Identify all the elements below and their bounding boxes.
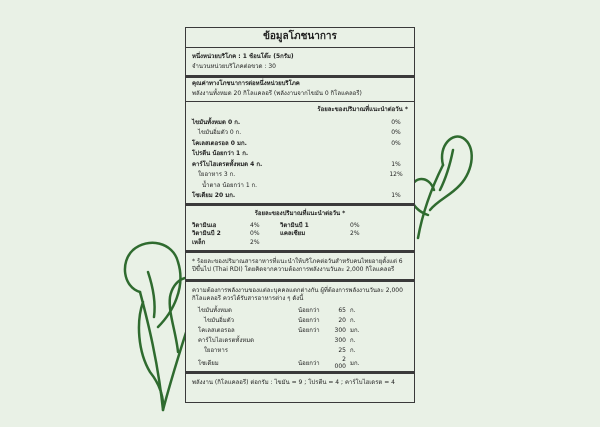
dv-unit: ก. — [350, 307, 356, 315]
vitamin-grid — [192, 220, 408, 248]
dv-amount: 25 — [338, 347, 346, 355]
nutrient-dv: 1% — [391, 160, 401, 168]
nutrient-row — [192, 127, 408, 138]
daily-value-row — [192, 306, 408, 316]
dv-amount: 300 — [334, 337, 346, 345]
dv-name: ไขมันอิ่มตัว — [204, 317, 234, 325]
nutrient-dv: 0% — [391, 118, 401, 126]
nutrient-row — [192, 180, 408, 191]
dv-unit: ก. — [350, 317, 356, 325]
dv-amount: 300 — [334, 327, 346, 335]
dv-name: โคเลสเตอรอล — [198, 327, 235, 335]
daily-requirement-section — [186, 282, 414, 374]
vitamin-name: เหล็ก — [192, 238, 206, 246]
vitamin-name: วิตามินเอ — [192, 222, 217, 230]
dv-unit: ก. — [350, 347, 356, 355]
daily-value-row — [192, 346, 408, 356]
nutrient-row — [192, 148, 408, 159]
dv-unit: ก. — [350, 337, 356, 345]
dv-qualifier: น้อยกว่า — [298, 307, 320, 315]
vitamin-name: วิตามินบี 1 — [280, 222, 309, 230]
energy-info — [186, 78, 414, 101]
servings-per-container: จำนวนหน่วยบริโภคต่อขวด : 30 — [192, 63, 276, 71]
nutrient-row — [192, 169, 408, 180]
nutrient-row — [192, 117, 408, 128]
vitamins-heading: ร้อยละของปริมาณที่แนะนำต่อวัน * — [254, 209, 346, 217]
nutrient-name: โคเลสเตอรอล 0 มก. — [192, 139, 247, 147]
dv-amount: 65 — [338, 307, 346, 315]
nutrient-name: คาร์โบไฮเดรตทั้งหมด 4 ก. — [192, 160, 263, 168]
requirement-text: ความต้องการพลังงานของแต่ละบุคคลแตกต่างกัน ผู้ที่ต้องการพลังงานวันละ 2,000 กิโลแคลอรี ควรได้รับสารอาหารต่าง ๆ ดังนี้ — [192, 286, 403, 302]
vitamin-section — [186, 206, 414, 253]
dv-amount: 2 000 — [334, 356, 346, 371]
nutrient-dv: 1% — [391, 192, 401, 200]
footnote-text: * ร้อยละของปริมาณสารอาหารที่แนะนำให้บริโภคต่อวันสำหรับคนไทยอายุตั้งแต่ 6 ปีขึ้นไป (Thai RDI) โดยคิดจากความต้องการพลังงานวันละ 2,000 กิโลแคลอรี — [192, 257, 403, 273]
energy-factors-text: พลังงาน (กิโลแคลอรี) ต่อกรัม : ไขมัน = 9 ; โปรตีน = 4 ; คาร์โบไฮเดรต = 4 — [192, 379, 395, 387]
nutrient-name: น้ำตาล น้อยกว่า 1 ก. — [202, 181, 258, 189]
dv-unit: มก. — [350, 327, 360, 335]
dv-heading: ร้อยละของปริมาณที่แนะนำต่อวัน * — [317, 105, 408, 113]
dv-name: คาร์โบไฮเดรตทั้งหมด — [198, 337, 255, 345]
vitamin-dv: 4% — [250, 222, 260, 230]
daily-value-row — [192, 326, 408, 336]
nutrient-name: ใยอาหาร 3 ก. — [198, 171, 236, 179]
dv-name: ใยอาหาร — [204, 347, 228, 355]
vitamin-dv: 0% — [250, 230, 260, 238]
dv-qualifier: น้อยกว่า — [298, 359, 320, 367]
dv-qualifier: น้อยกว่า — [298, 327, 320, 335]
vitamin-name: แคลเซียม — [280, 230, 306, 238]
serving-size: หนึ่งหน่วยบริโภค : 1 ช้อนโต๊ะ (5กรัม) — [192, 53, 294, 60]
daily-value-row — [192, 316, 408, 326]
nutrient-dv: 12% — [389, 171, 403, 179]
energy-total: พลังงานทั้งหมด 20 กิโลแคลอรี (พลังงานจากไขมัน 0 กิโลแคลอรี) — [192, 89, 362, 97]
serving-info — [186, 48, 414, 78]
vitamin-dv: 2% — [350, 230, 360, 238]
daily-value-row — [192, 356, 408, 371]
daily-value-list — [192, 306, 408, 371]
daily-value-row — [192, 336, 408, 346]
vitamin-dv: 0% — [350, 222, 360, 230]
dv-name: โซเดียม — [198, 359, 219, 367]
nutrient-list — [192, 117, 408, 201]
vitamin-dv: 2% — [250, 238, 260, 246]
label-title: ข้อมูลโภชนาการ — [186, 28, 414, 48]
nutrient-name: ไขมันทั้งหมด 0 ก. — [192, 118, 241, 126]
footnote-section — [186, 253, 414, 282]
nutrient-name: โซเดียม 20 มก. — [192, 192, 236, 200]
nutrient-row — [192, 159, 408, 170]
energy-factors — [186, 374, 414, 388]
nutrient-name: โปรตีน น้อยกว่า 1 ก. — [192, 150, 249, 158]
dv-name: ไขมันทั้งหมด — [198, 307, 232, 315]
nutrient-name: ไขมันอิ่มตัว 0 ก. — [198, 129, 242, 137]
per-serving-heading: คุณค่าทางโภชนาการต่อหนึ่งหน่วยบริโภค — [192, 80, 300, 88]
nutrient-row — [192, 190, 408, 201]
vitamin-name: วิตามินบี 2 — [192, 230, 221, 238]
nutrition-label — [185, 27, 415, 403]
nutrient-row — [192, 138, 408, 149]
dv-qualifier: น้อยกว่า — [298, 317, 320, 325]
nutrient-section — [186, 102, 414, 206]
dv-amount: 20 — [338, 317, 346, 325]
dv-unit: มก. — [350, 359, 360, 367]
nutrient-dv: 0% — [391, 139, 401, 147]
nutrient-dv: 0% — [391, 129, 401, 137]
